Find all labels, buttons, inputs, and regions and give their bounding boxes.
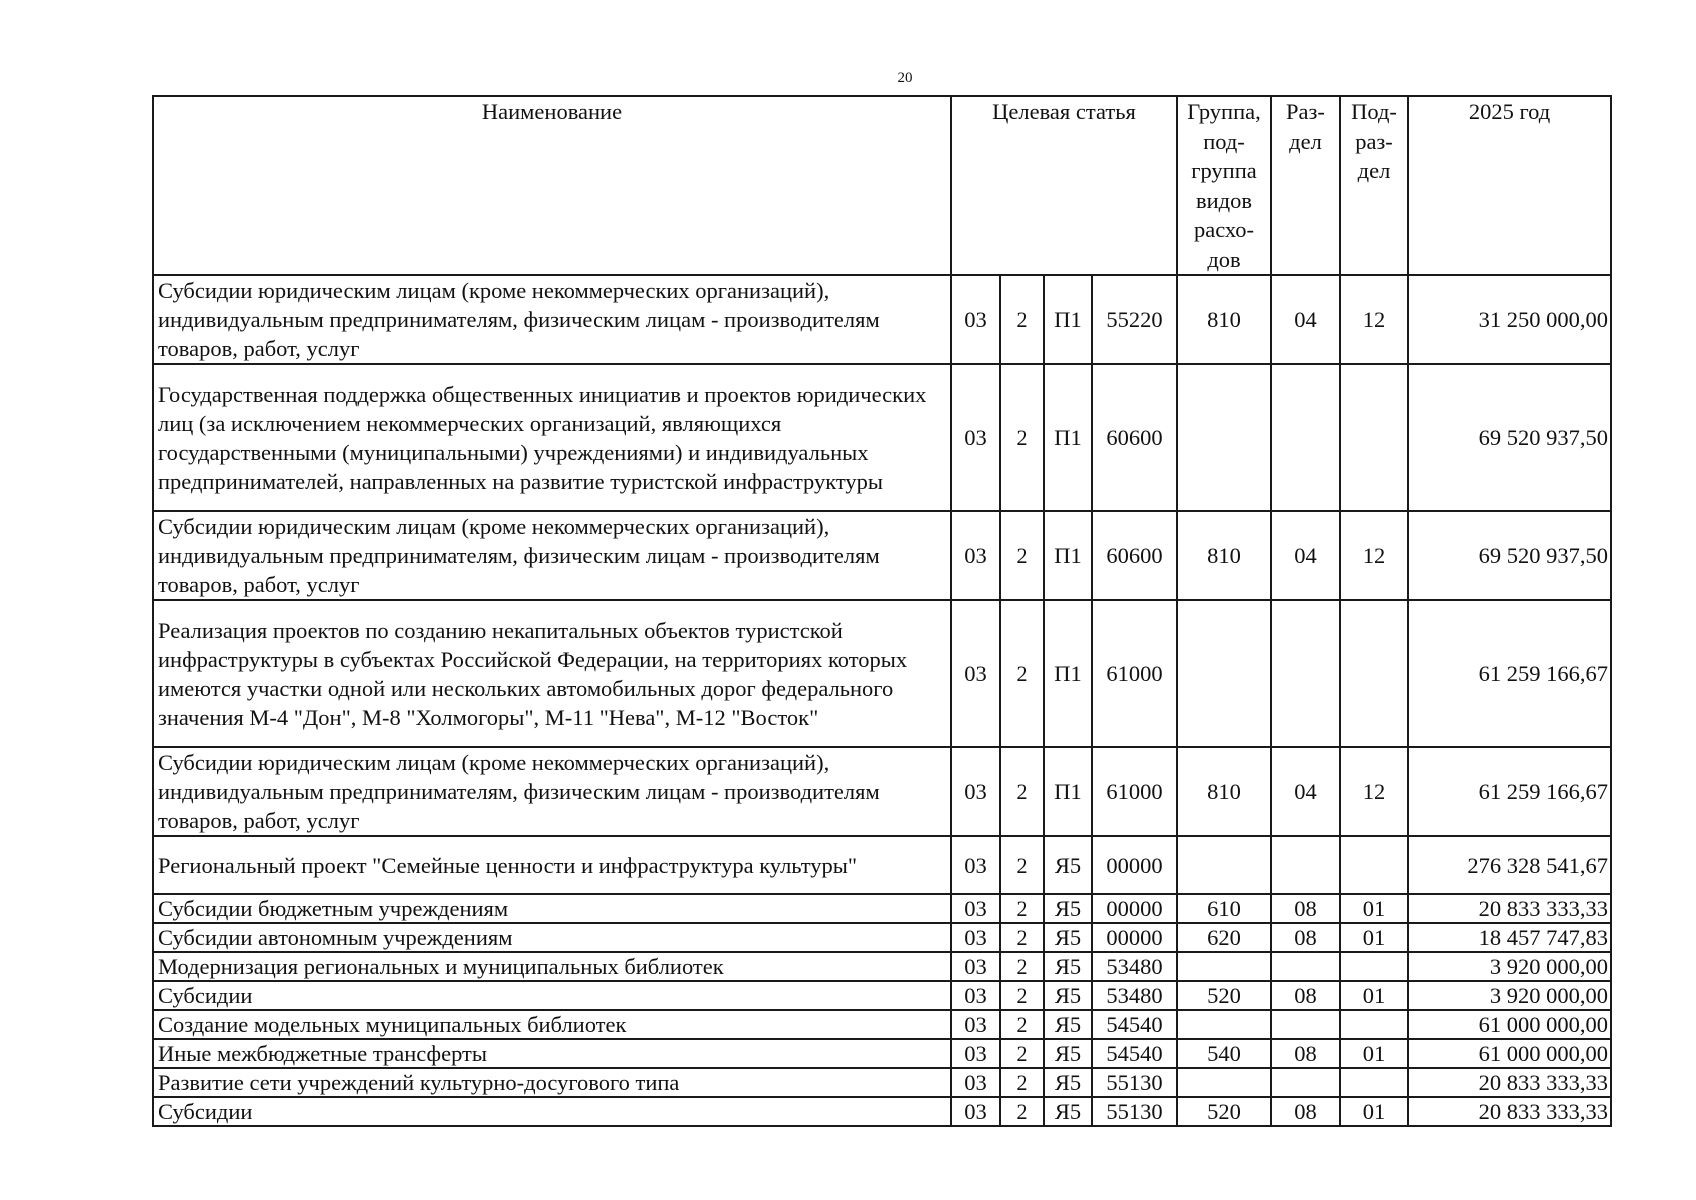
section: [1271, 600, 1340, 747]
target-code-1: 03: [951, 952, 1000, 981]
target-code-1: 03: [951, 511, 1000, 600]
expense-group: 610: [1177, 894, 1271, 923]
target-code-2: 2: [1000, 1010, 1044, 1039]
row-name: Развитие сети учреждений культурно-досугового типа: [153, 1068, 951, 1097]
target-code-3: П1: [1044, 747, 1092, 836]
table-row: [153, 1010, 1611, 1039]
amount-2025: 61 259 166,67: [1408, 600, 1611, 747]
target-code-1: 03: [951, 894, 1000, 923]
target-code-1: 03: [951, 836, 1000, 894]
target-code-3: Я5: [1044, 923, 1092, 952]
expense-group: 810: [1177, 511, 1271, 600]
header-subsection: Под-раз-дел: [1340, 96, 1408, 275]
section: [1271, 952, 1340, 981]
table-header-row: [153, 96, 1611, 275]
amount-2025: 3 920 000,00: [1408, 981, 1611, 1010]
target-code-4: 55220: [1092, 275, 1177, 364]
target-code-3: П1: [1044, 275, 1092, 364]
budget-table: [152, 95, 1612, 1127]
target-code-1: 03: [951, 364, 1000, 511]
table-row: [153, 1039, 1611, 1068]
target-code-3: Я5: [1044, 1097, 1092, 1126]
row-name: Субсидии бюджетным учреждениям: [153, 894, 951, 923]
target-code-1: 03: [951, 1039, 1000, 1068]
target-code-3: П1: [1044, 511, 1092, 600]
expense-group: 810: [1177, 747, 1271, 836]
subsection: 01: [1340, 1097, 1408, 1126]
target-code-2: 2: [1000, 1097, 1044, 1126]
target-code-4: 55130: [1092, 1097, 1177, 1126]
table-row: [153, 1068, 1611, 1097]
amount-2025: 69 520 937,50: [1408, 511, 1611, 600]
expense-group: 520: [1177, 981, 1271, 1010]
target-code-2: 2: [1000, 952, 1044, 981]
table-row: [153, 364, 1611, 511]
target-code-2: 2: [1000, 511, 1044, 600]
subsection: [1340, 600, 1408, 747]
table-row: [153, 275, 1611, 364]
table-row: [153, 1097, 1611, 1126]
subsection: [1340, 1010, 1408, 1039]
target-code-2: 2: [1000, 836, 1044, 894]
subsection: 12: [1340, 511, 1408, 600]
row-name: Субсидии: [153, 981, 951, 1010]
table-row: [153, 747, 1611, 836]
section: 08: [1271, 1039, 1340, 1068]
row-name: Региональный проект "Семейные ценности и инфраструктура культуры": [153, 836, 951, 894]
target-code-4: 53480: [1092, 952, 1177, 981]
target-code-4: 00000: [1092, 923, 1177, 952]
amount-2025: 61 000 000,00: [1408, 1039, 1611, 1068]
section: 08: [1271, 1097, 1340, 1126]
section: 08: [1271, 981, 1340, 1010]
target-code-4: 60600: [1092, 364, 1177, 511]
subsection: [1340, 836, 1408, 894]
amount-2025: 3 920 000,00: [1408, 952, 1611, 981]
section: 04: [1271, 511, 1340, 600]
target-code-1: 03: [951, 1097, 1000, 1126]
amount-2025: 276 328 541,67: [1408, 836, 1611, 894]
expense-group: [1177, 836, 1271, 894]
target-code-4: 00000: [1092, 894, 1177, 923]
target-code-1: 03: [951, 600, 1000, 747]
target-code-2: 2: [1000, 275, 1044, 364]
amount-2025: 20 833 333,33: [1408, 1097, 1611, 1126]
expense-group: [1177, 364, 1271, 511]
table-row: [153, 923, 1611, 952]
subsection: 12: [1340, 275, 1408, 364]
amount-2025: 61 000 000,00: [1408, 1010, 1611, 1039]
target-code-1: 03: [951, 747, 1000, 836]
table-row: [153, 981, 1611, 1010]
target-code-1: 03: [951, 981, 1000, 1010]
section: 04: [1271, 275, 1340, 364]
amount-2025: 31 250 000,00: [1408, 275, 1611, 364]
target-code-3: Я5: [1044, 894, 1092, 923]
target-code-2: 2: [1000, 1039, 1044, 1068]
amount-2025: 69 520 937,50: [1408, 364, 1611, 511]
target-code-3: Я5: [1044, 981, 1092, 1010]
subsection: [1340, 364, 1408, 511]
amount-2025: 18 457 747,83: [1408, 923, 1611, 952]
table-row: [153, 600, 1611, 747]
amount-2025: 20 833 333,33: [1408, 1068, 1611, 1097]
row-name: Государственная поддержка общественных инициатив и проектов юридических лиц (за исключением некоммерческих организаций, являющихся государственными (муниципальными) учреждениями) и индивидуальных предпринимателей, направленных на развитие туристской инфраструктуры: [153, 364, 951, 511]
expense-group: [1177, 600, 1271, 747]
target-code-4: 55130: [1092, 1068, 1177, 1097]
expense-group: 810: [1177, 275, 1271, 364]
target-code-4: 61000: [1092, 600, 1177, 747]
target-code-2: 2: [1000, 1068, 1044, 1097]
target-code-3: Я5: [1044, 1039, 1092, 1068]
target-code-4: 54540: [1092, 1010, 1177, 1039]
row-name: Субсидии юридическим лицам (кроме некоммерческих организаций), индивидуальным предпринимателям, физическим лицам - производителям товаров, работ, услуг: [153, 511, 951, 600]
target-code-3: Я5: [1044, 836, 1092, 894]
row-name: Иные межбюджетные трансферты: [153, 1039, 951, 1068]
header-name: Наименование: [153, 96, 951, 275]
header-target: Целевая статья: [951, 96, 1177, 275]
expense-group: [1177, 952, 1271, 981]
row-name: Создание модельных муниципальных библиотек: [153, 1010, 951, 1039]
expense-group: 520: [1177, 1097, 1271, 1126]
section: [1271, 836, 1340, 894]
target-code-2: 2: [1000, 600, 1044, 747]
header-section: Раз-дел: [1271, 96, 1340, 275]
section: 04: [1271, 747, 1340, 836]
section: [1271, 1068, 1340, 1097]
expense-group: [1177, 1068, 1271, 1097]
target-code-2: 2: [1000, 981, 1044, 1010]
subsection: 01: [1340, 981, 1408, 1010]
page-number: 20: [897, 70, 913, 86]
row-name: Субсидии юридическим лицам (кроме некоммерческих организаций), индивидуальным предпринимателям, физическим лицам - производителям товаров, работ, услуг: [153, 747, 951, 836]
subsection: 12: [1340, 747, 1408, 836]
amount-2025: 20 833 333,33: [1408, 894, 1611, 923]
header-group: Группа, под-группа видов расхо-дов: [1177, 96, 1271, 275]
target-code-3: П1: [1044, 600, 1092, 747]
expense-group: [1177, 1010, 1271, 1039]
row-name: Модернизация региональных и муниципальных библиотек: [153, 952, 951, 981]
target-code-3: Я5: [1044, 952, 1092, 981]
subsection: 01: [1340, 923, 1408, 952]
table-row: [153, 836, 1611, 894]
target-code-1: 03: [951, 1068, 1000, 1097]
expense-group: 540: [1177, 1039, 1271, 1068]
section: 08: [1271, 894, 1340, 923]
target-code-4: 00000: [1092, 836, 1177, 894]
row-name: Реализация проектов по созданию некапитальных объектов туристской инфраструктуры в субъектах Российской Федерации, на территориях которых имеются участки одной или нескольких автомобильных дорог федерального значения М-4 "Дон", М-8 "Холмогоры", М-11 "Нева", М-12 "Восток": [153, 600, 951, 747]
table-row: [153, 952, 1611, 981]
row-name: Субсидии: [153, 1097, 951, 1126]
row-name: Субсидии автономным учреждениям: [153, 923, 951, 952]
header-year: 2025 год: [1408, 96, 1611, 275]
section: 08: [1271, 923, 1340, 952]
subsection: [1340, 952, 1408, 981]
target-code-2: 2: [1000, 923, 1044, 952]
target-code-2: 2: [1000, 747, 1044, 836]
target-code-3: Я5: [1044, 1068, 1092, 1097]
target-code-2: 2: [1000, 364, 1044, 511]
target-code-3: Я5: [1044, 1010, 1092, 1039]
subsection: [1340, 1068, 1408, 1097]
target-code-4: 61000: [1092, 747, 1177, 836]
target-code-1: 03: [951, 923, 1000, 952]
expense-group: 620: [1177, 923, 1271, 952]
section: [1271, 364, 1340, 511]
amount-2025: 61 259 166,67: [1408, 747, 1611, 836]
target-code-4: 53480: [1092, 981, 1177, 1010]
target-code-1: 03: [951, 1010, 1000, 1039]
subsection: 01: [1340, 1039, 1408, 1068]
section: [1271, 1010, 1340, 1039]
subsection: 01: [1340, 894, 1408, 923]
row-name: Субсидии юридическим лицам (кроме некоммерческих организаций), индивидуальным предпринимателям, физическим лицам - производителям товаров, работ, услуг: [153, 275, 951, 364]
target-code-4: 60600: [1092, 511, 1177, 600]
target-code-3: П1: [1044, 364, 1092, 511]
table-row: [153, 511, 1611, 600]
target-code-2: 2: [1000, 894, 1044, 923]
target-code-4: 54540: [1092, 1039, 1177, 1068]
table-row: [153, 894, 1611, 923]
target-code-1: 03: [951, 275, 1000, 364]
